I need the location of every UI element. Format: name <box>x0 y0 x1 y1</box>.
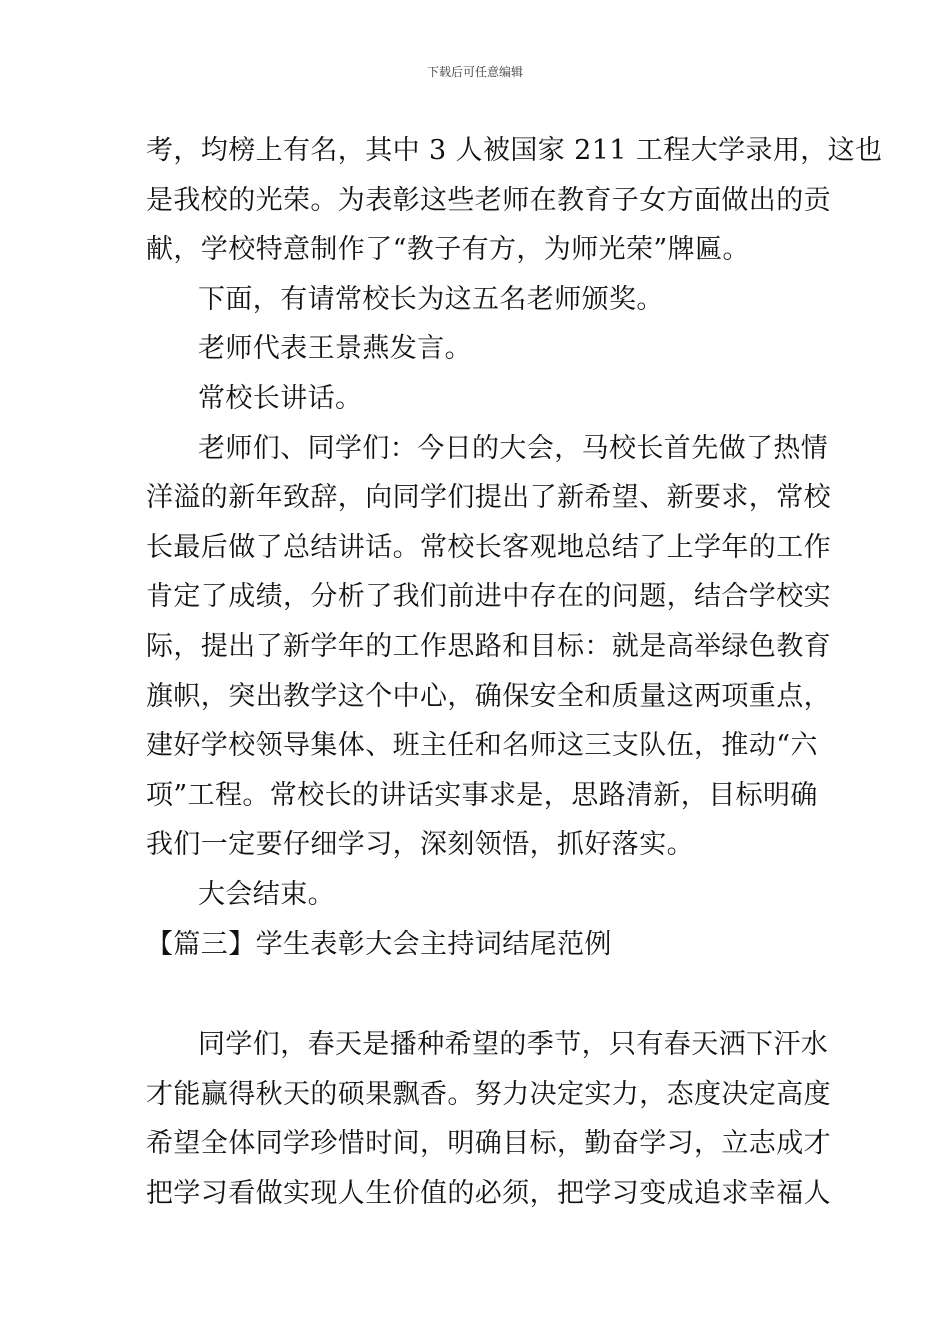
blank-line <box>146 969 806 1020</box>
text-line: 际，提出了新学年的工作思路和目标：就是高举绿色教育 <box>146 630 831 662</box>
text-line: 大会结束。 <box>198 878 335 910</box>
text-line: 老师代表王景燕发言。 <box>198 333 472 365</box>
text-line: 把学习看做实现人生价值的必须，把学习变成追求幸福人 <box>146 1177 831 1209</box>
text-line: 建好学校领导集体、班主任和名师这三支队伍，推动“六 <box>146 730 818 762</box>
text-line: 考，均榜上有名，其中 3 人被国家 211 工程大学录用，这也 <box>146 135 883 166</box>
text-line: 常校长讲话。 <box>198 382 363 414</box>
text-line: 老师们、同学们：今日的大会，马校长首先做了热情 <box>198 432 829 464</box>
text-line: 洋溢的新年致辞，向同学们提出了新希望、新要求，常校 <box>146 482 831 514</box>
text-line: 旗帜，突出教学这个中心，确保安全和质量这两项重点， <box>146 680 831 712</box>
page-header: 下载后可任意编辑 <box>426 65 523 79</box>
text-line: 我们一定要仔细学习，深刻领悟，抓好落实。 <box>146 829 694 861</box>
document-body <box>146 126 883 1218</box>
text-line: 同学们，春天是播种希望的季节，只有春天洒下汗水 <box>198 1029 829 1061</box>
text-line: 下面，有请常校长为这五名老师颁奖。 <box>198 283 664 315</box>
text-line: 项”工程。常校长的讲话实事求是，思路清新，目标明确 <box>146 779 818 811</box>
text-line: 献，学校特意制作了“教子有方，为师光荣”牌匾。 <box>146 234 750 266</box>
text-line: 才能赢得秋天的硕果飘香。努力决定实力，态度决定高度 <box>146 1078 831 1110</box>
text-line: 是我校的光荣。为表彰这些老师在教育子女方面做出的贡 <box>146 184 831 216</box>
text-line: 肯定了成绩，分析了我们前进中存在的问题，结合学校实 <box>146 581 831 613</box>
text-line: 希望全体同学珍惜时间，明确目标，勤奋学习，立志成才 <box>146 1128 831 1160</box>
text-line: 长最后做了总结讲话。常校长客观地总结了上学年的工作 <box>146 531 831 563</box>
section-heading: 【篇三】学生表彰大会主持词结尾范例 <box>146 928 612 960</box>
